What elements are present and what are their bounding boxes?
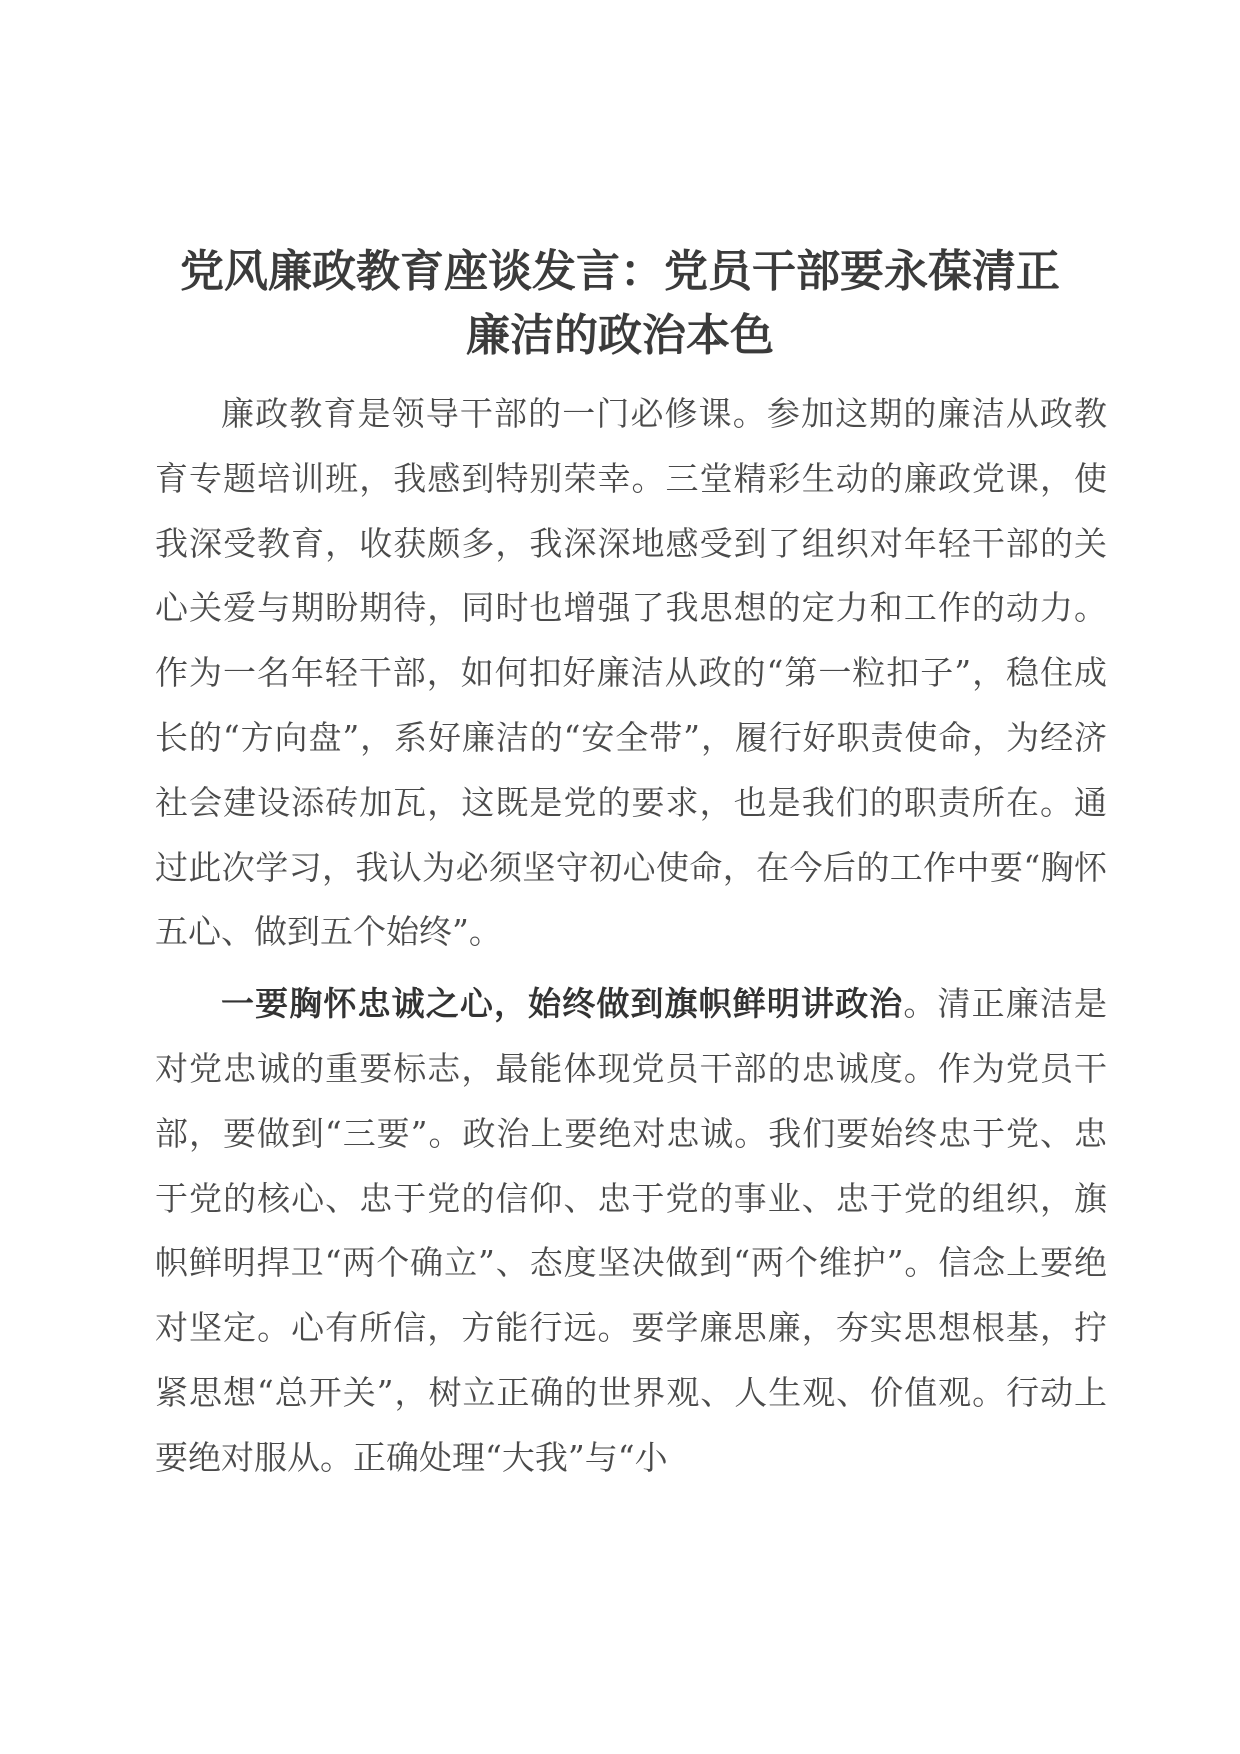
paragraph-intro	[155, 382, 1107, 965]
title-line-2: 廉洁的政治本色	[466, 310, 774, 361]
title-line-1: 党风廉政教育座谈发言：党员干部要永葆清正	[180, 246, 1060, 297]
document-body	[155, 382, 1107, 1498]
paragraph-point-1	[155, 972, 1107, 1490]
paragraph-intro-text: 廉政教育是领导干部的一门必修课。参加这期的廉洁从政教育专题培训班，我感到特别荣幸。三堂精彩生动的廉政党课，使我深受教育，收获颇多，我深深地感受到了组织对年轻干部的关心关爱与期盼期待，同时也增强了我思想的定力和工作的动力。作为一名年轻干部，如何扣好廉洁从政的“第一粒扣子”，稳住成长的“方向盘”，系好廉洁的“安全带”，履行好职责使命，为经济社会建设添砖加瓦，这既是党的要求，也是我们的职责所在。通过此次学习，我认为必须坚守初心使命，在今后的工作中要“胸怀五心、做到五个始终”。	[155, 394, 1107, 952]
paragraph-point-1-heading: 一要胸怀忠诚之心，始终做到旗帜鲜明讲政治	[221, 984, 904, 1024]
paragraph-point-1-text: 。清正廉洁是对党忠诚的重要标志，最能体现党员干部的忠诚度。作为党员干部，要做到“三要”。政治上要绝对忠诚。我们要始终忠于党、忠于党的核心、忠于党的信仰、忠于党的事业、忠于党的组织，旗帜鲜明捍卫“两个确立”、态度坚决做到“两个维护”。信念上要绝对坚定。心有所信，方能行远。要学廉思廉，夯实思想根基，拧紧思想“总开关”，树立正确的世界观、人生观、价值观。行动上要绝对服从。正确处理“大我”与“小	[155, 984, 1108, 1477]
document-title	[150, 240, 1090, 368]
